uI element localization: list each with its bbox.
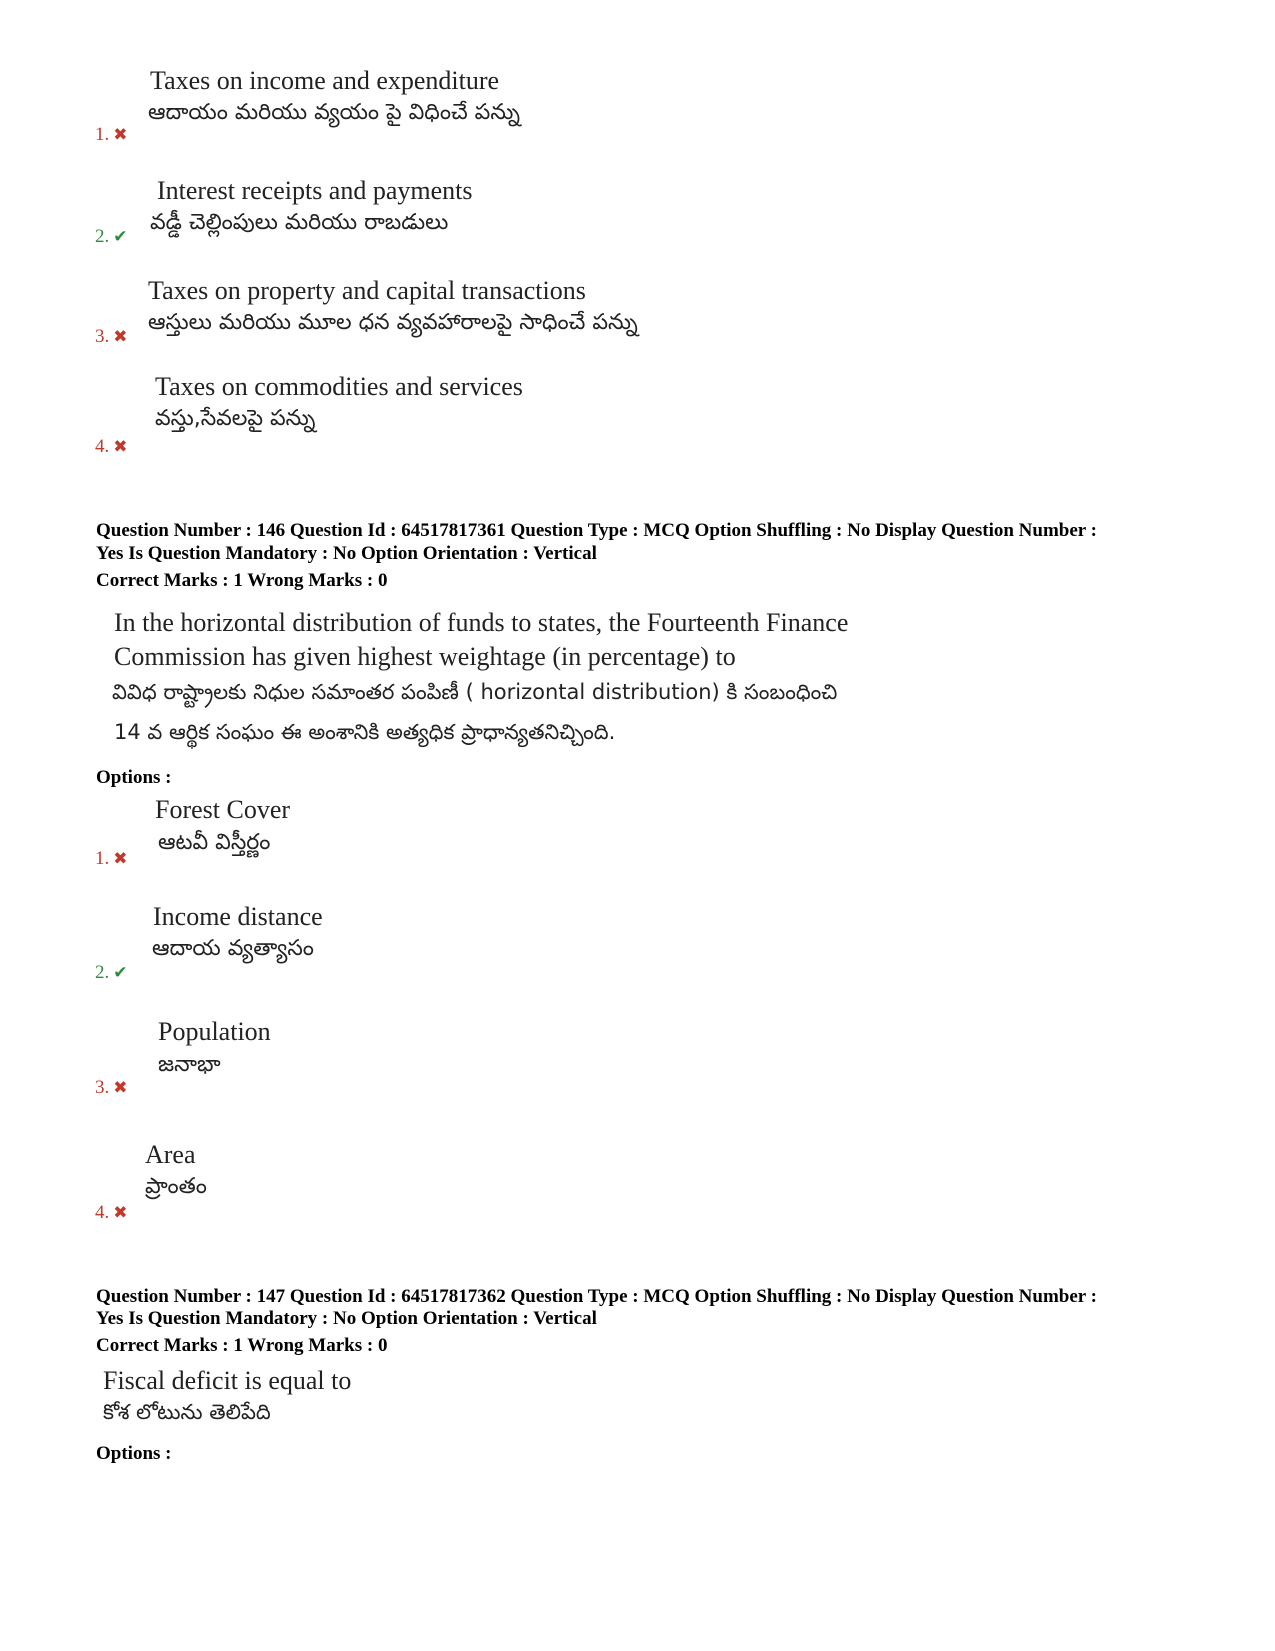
correct-check-icon: ✔ — [113, 963, 128, 982]
option-number — [95, 124, 128, 146]
option-text-en: Income distance — [153, 902, 323, 931]
option-number — [95, 436, 128, 458]
wrong-mark-icon: ✖ — [113, 1078, 128, 1097]
option-number-label: 4. — [95, 1202, 110, 1223]
question-marks: Correct Marks : 1 Wrong Marks : 0 — [96, 1335, 388, 1356]
question-text-te: వివిధ రాష్ట్రాలకు నిధుల సమాంతర పంపిణీ ( horizontal distribution) కి సంబంధించి — [112, 680, 838, 704]
question-text-en: Fiscal deficit is equal to — [103, 1366, 352, 1395]
options-label: Options : — [96, 1443, 172, 1464]
option-number-label: 3. — [95, 326, 110, 347]
question-text-en: Commission has given highest weightage (in percentage) to — [114, 642, 736, 671]
option-text-te: ఆటవీ విస్తీర్ణం — [158, 830, 271, 855]
option-text-te: ఆస్తులు మరియు మూల ధన వ్యవహారాలపై సాధించే పన్ను — [148, 310, 638, 335]
option-number — [95, 1202, 128, 1224]
option-text-en: Taxes on property and capital transactions — [148, 276, 586, 305]
question-text-te: 14 వ ఆర్థిక సంఘం ఈ అంశానికి అత్యధిక ప్రాధాన్యతనిచ్చింది. — [114, 720, 616, 744]
wrong-mark-icon: ✖ — [113, 327, 128, 346]
option-number — [95, 326, 128, 348]
option-number-label: 2. — [95, 226, 110, 247]
wrong-mark-icon: ✖ — [113, 1203, 128, 1222]
option-number-label: 1. — [95, 848, 110, 869]
option-number-label: 4. — [95, 436, 110, 457]
question-meta-line1: Question Number : 147 Question Id : 64517817362 Question Type : MCQ Option Shuffling : No Display Question Number : — [96, 1286, 1097, 1307]
option-text-en: Interest receipts and payments — [157, 176, 473, 205]
correct-check-icon: ✔ — [113, 227, 128, 246]
question-text-te: కోశ లోటును తెలిపేది — [103, 1400, 271, 1424]
question-meta-line1: Question Number : 146 Question Id : 64517817361 Question Type : MCQ Option Shuffling : No Display Question Number : — [96, 520, 1097, 541]
option-text-en: Population — [158, 1017, 271, 1046]
option-text-te: ప్రాంతం — [145, 1174, 207, 1199]
option-text-en: Taxes on income and expenditure — [150, 66, 500, 95]
option-text-te: వస్తు,సేవలపై పన్ను — [155, 406, 316, 431]
question-marks: Correct Marks : 1 Wrong Marks : 0 — [96, 570, 388, 591]
option-text-en: Forest Cover — [155, 795, 291, 824]
option-number — [95, 848, 128, 870]
options-label: Options : — [96, 767, 172, 788]
option-text-te: వడ్డీ చెల్లింపులు మరియు రాబడులు — [150, 210, 449, 235]
question-meta-line2: Yes Is Question Mandatory : No Option Orientation : Vertical — [96, 543, 597, 564]
option-number — [95, 226, 128, 248]
wrong-mark-icon: ✖ — [113, 125, 128, 144]
option-text-te: ఆదాయం మరియు వ్యయం పై విధించే పన్ను — [148, 100, 521, 125]
option-number-label: 3. — [95, 1077, 110, 1098]
option-text-en: Area — [145, 1140, 196, 1169]
option-number-label: 1. — [95, 124, 110, 145]
option-number — [95, 962, 128, 984]
option-number-label: 2. — [95, 962, 110, 983]
question-text-en: In the horizontal distribution of funds to states, the Fourteenth Finance — [114, 608, 849, 637]
option-text-en: Taxes on commodities and services — [155, 372, 523, 401]
question-meta-line2: Yes Is Question Mandatory : No Option Orientation : Vertical — [96, 1308, 597, 1329]
wrong-mark-icon: ✖ — [113, 437, 128, 456]
option-text-te: ఆదాయ వ్యత్యాసం — [152, 936, 314, 961]
option-number — [95, 1077, 128, 1099]
option-text-te: జనాభా — [158, 1052, 221, 1077]
wrong-mark-icon: ✖ — [113, 849, 128, 868]
